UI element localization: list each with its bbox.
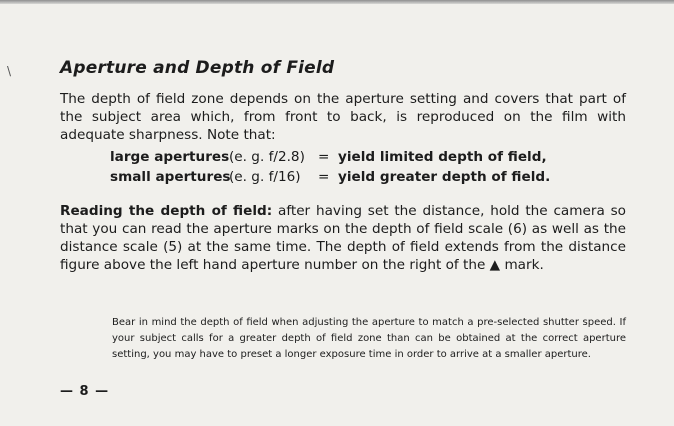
rule-result: yield greater depth of field. (338, 169, 551, 185)
section-heading: Aperture and Depth of Field (60, 58, 335, 78)
note-paragraph: Bear in mind the depth of field when adjusting the aperture to match a pre-selected shutter speed. If your subject calls for a greater depth of field zone than can be obtained at the correct aperture setting, you may have to preset a longer exposure time in order to arrive at a smaller aperture. (112, 317, 626, 360)
equals-sign: = (318, 149, 330, 165)
rule-example: (e. g. f/16) (229, 169, 301, 185)
intro-paragraph: The depth of field zone depends on the aperture setting and covers that part of the subject area which, from front to back, is reproduced on the film with adequate sharpness. Note that: (60, 91, 626, 143)
margin-mark: \ (7, 64, 12, 78)
reading-text: after having set the distance, hold the camera so that you can read the aperture marks on the depth of field scale (6) as well as the distance scale (5) at the same time. The depth of field extends from the distance figure above the left hand aperture number on the right of the ▲ mark. (60, 203, 626, 273)
rule-example: (e. g. f/2.8) (229, 149, 305, 165)
reading-lead: Reading the depth of field: (60, 203, 273, 219)
rule-result: yield limited depth of field, (338, 149, 547, 165)
rule-term: small apertures (110, 169, 231, 185)
equals-sign: = (318, 169, 330, 185)
top-edge-shadow (0, 0, 674, 4)
page-number: — 8 — (60, 384, 110, 399)
rule-term: large apertures (110, 149, 230, 165)
manual-page (60, 58, 626, 274)
reading-paragraph (60, 202, 626, 274)
aperture-rules (60, 149, 626, 191)
